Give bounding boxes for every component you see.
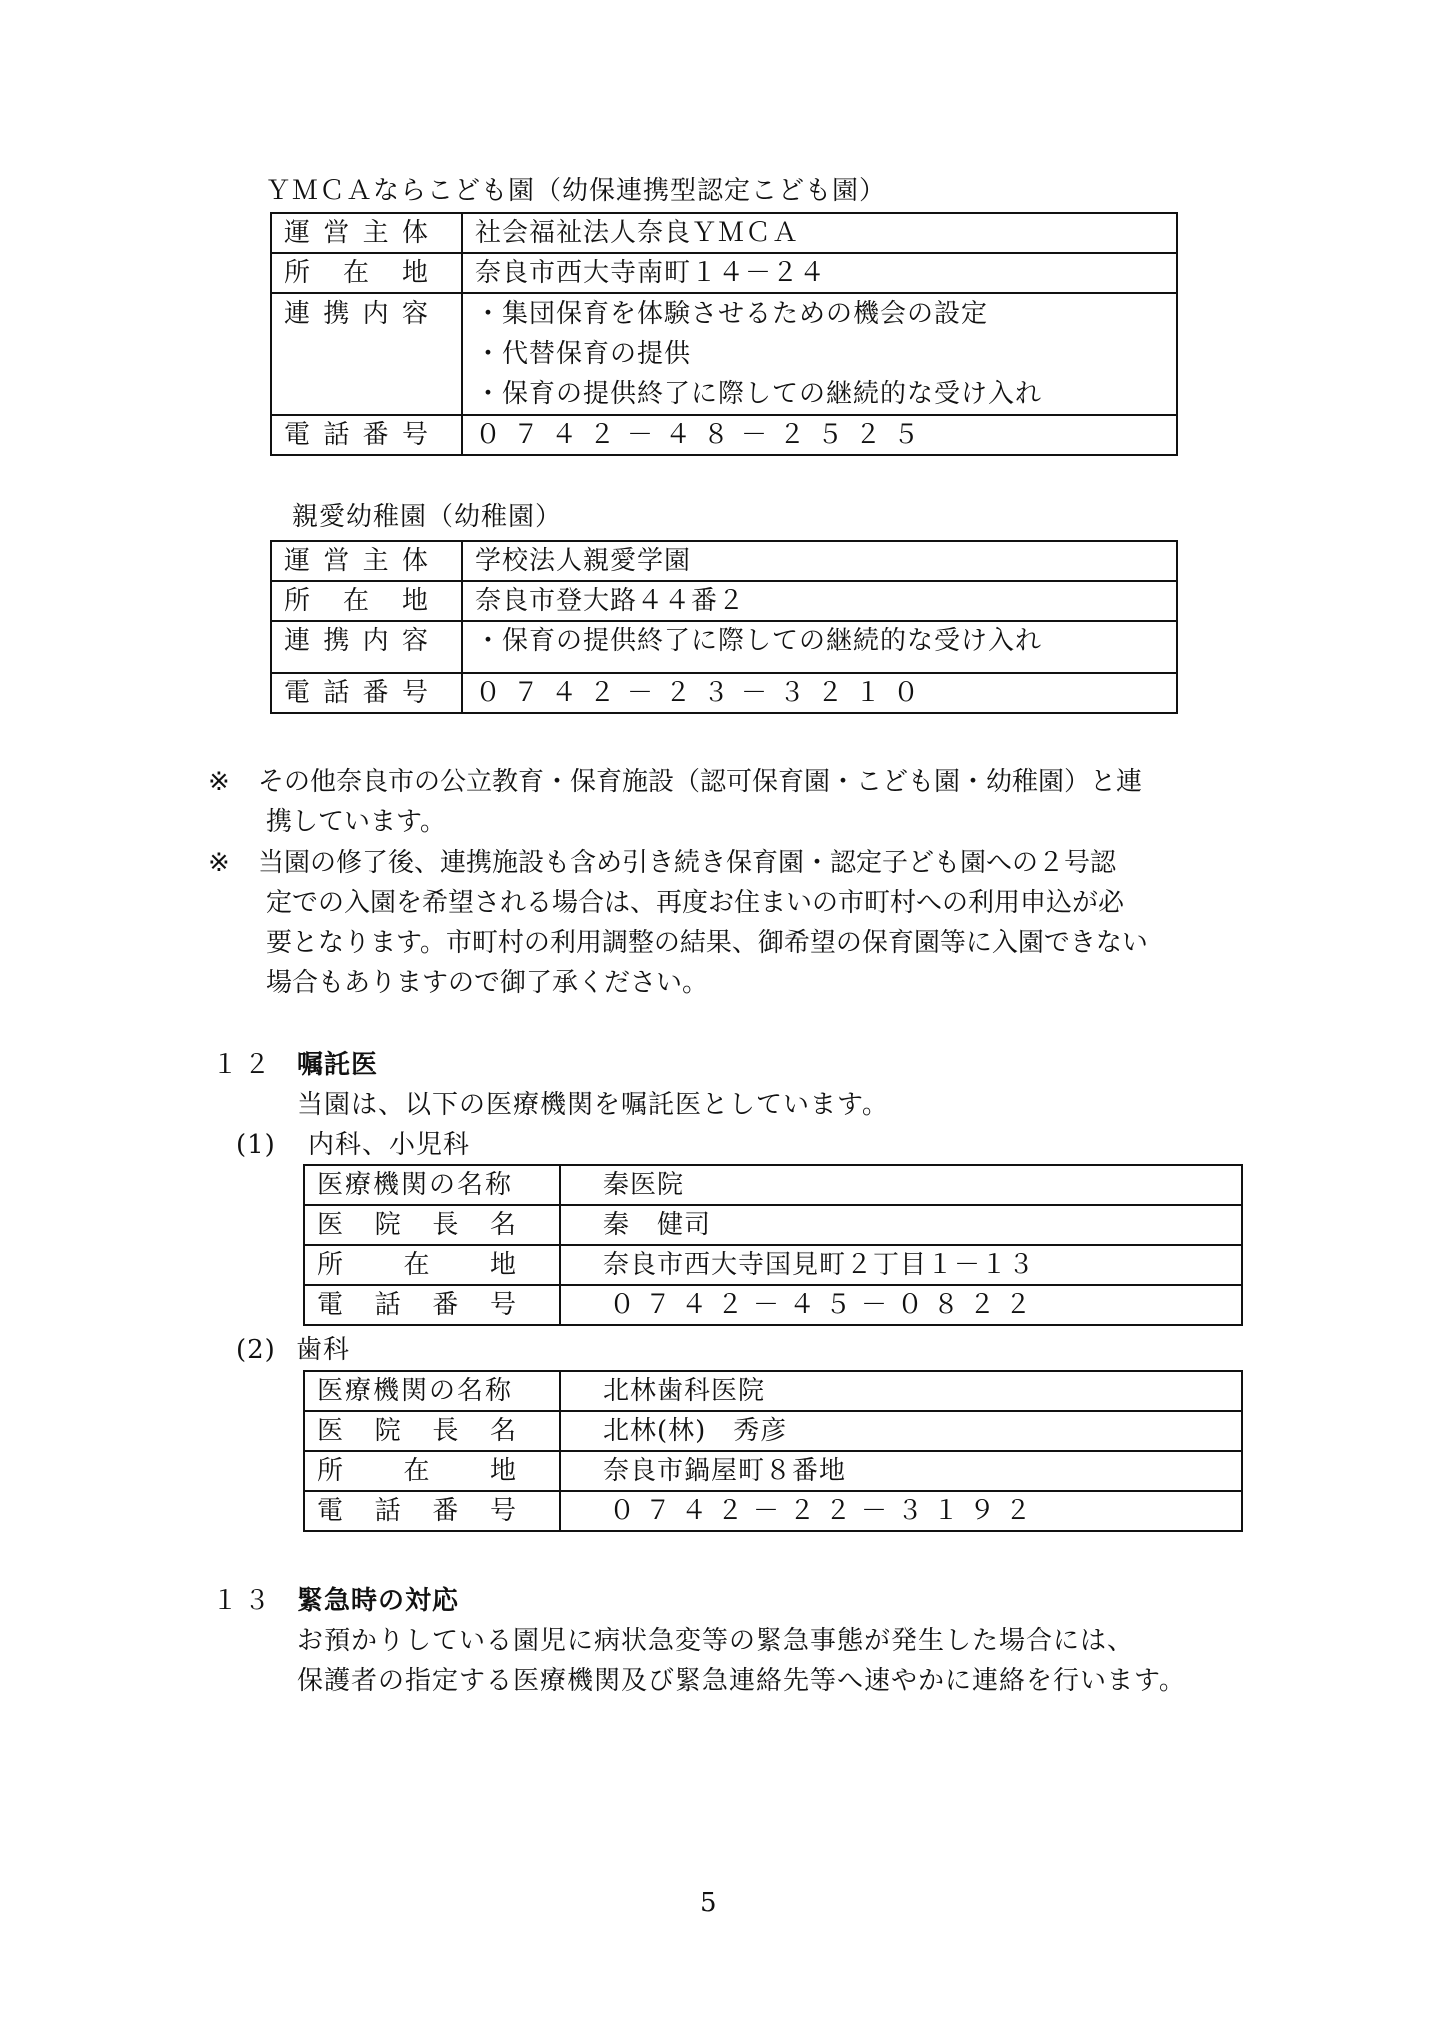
table-value: 奈良市西大寺南町１４－２４ (462, 253, 1177, 293)
subsection-title: 歯科 (296, 1335, 351, 1365)
note-line: 携しています。 (266, 807, 446, 837)
table-key: 医療機関の名称 (304, 1165, 560, 1205)
table-key (271, 293, 462, 415)
note-2 (208, 843, 1148, 1003)
note-line: 要となります。市町村の利用調整の結果、御希望の保育園等に入園できない (266, 928, 1148, 958)
section-13-line: お預かりしている園児に病状急変等の緊急事態が発生した場合には、 (297, 1626, 1135, 1656)
table-row (304, 1411, 1242, 1451)
table-key (271, 541, 462, 581)
table-value: 奈良市西大寺国見町２丁目１－１３ (560, 1245, 1242, 1285)
note-mark: ※ (208, 848, 230, 878)
subsection-2-heading (236, 1333, 350, 1367)
table-key (304, 1411, 560, 1451)
list-item: ・保育の提供終了に際しての継続的な受け入れ (475, 379, 1043, 409)
table-row (271, 541, 1177, 581)
section-title: 緊急時の対応 (297, 1586, 460, 1616)
table-row (304, 1491, 1242, 1531)
facility1-title: ＹＭＣＡならこども園（幼保連携型認定こども園） (265, 176, 887, 206)
list-item: ・代替保育の提供 (475, 339, 692, 369)
key-label: 医 院 長 名 (317, 1210, 522, 1240)
note-line: 定での入園を希望される場合は、再度お住まいの市町村への利用申込が必 (266, 888, 1125, 918)
subsection-label: (1) (236, 1130, 276, 1160)
table-value: 秦 健司 (560, 1205, 1242, 1245)
clinic2-table (303, 1370, 1243, 1532)
subsection-1-heading (236, 1128, 470, 1162)
table-row (271, 673, 1177, 713)
table-row (304, 1205, 1242, 1245)
key-label: 運 営 主 体 (284, 218, 434, 248)
subsection-label: (2) (236, 1335, 276, 1365)
table-row (304, 1245, 1242, 1285)
table-row (271, 253, 1177, 293)
table-row (304, 1371, 1242, 1411)
table-row (304, 1285, 1242, 1325)
table-key (304, 1245, 560, 1285)
key-label: 電 話 番 号 (284, 420, 434, 450)
note-mark: ※ (208, 767, 230, 797)
section-13-heading (212, 1584, 459, 1618)
note-line: 当園の修了後、連携施設も含め引き続き保育園・認定子ども園への２号認 (258, 848, 1117, 878)
page-number: 5 (700, 1888, 717, 1918)
table-value: 北林(林) 秀彦 (560, 1411, 1242, 1451)
facility2-title: 親愛幼稚園（幼稚園） (292, 502, 563, 532)
table-value: ０７４２－２２－３１９２ (560, 1491, 1242, 1531)
table-value (462, 293, 1177, 415)
key-label: 電 話 番 号 (317, 1290, 522, 1320)
table-key (304, 1285, 560, 1325)
section-13-line: 保護者の指定する医療機関及び緊急連絡先等へ速やかに連絡を行います。 (297, 1666, 1186, 1696)
section-12-intro: 当園は、以下の医療機関を嘱託医としています。 (297, 1090, 889, 1120)
key-label: 所 在 地 (284, 586, 434, 616)
facility2-table (270, 540, 1178, 714)
table-key (304, 1491, 560, 1531)
table-key (304, 1451, 560, 1491)
table-key (304, 1205, 560, 1245)
table-row (271, 581, 1177, 621)
note-line: 場合もありますので御了承ください。 (266, 968, 709, 998)
table-value: ・保育の提供終了に際しての継続的な受け入れ (462, 621, 1177, 673)
table-row (304, 1451, 1242, 1491)
section-number: １２ (212, 1050, 277, 1080)
table-key (271, 581, 462, 621)
table-value: 北林歯科医院 (560, 1371, 1242, 1411)
section-title: 嘱託医 (297, 1050, 379, 1080)
table-value: ０７４２－４５－０８２２ (560, 1285, 1242, 1325)
list-item: ・集団保育を体験させるための機会の設定 (475, 299, 989, 329)
key-label: 医 院 長 名 (317, 1416, 522, 1446)
key-label: 運 営 主 体 (284, 546, 434, 576)
table-value: 学校法人親愛学園 (462, 541, 1177, 581)
table-value: 秦医院 (560, 1165, 1242, 1205)
note-line: その他奈良市の公立教育・保育施設（認可保育園・こども園・幼稚園）と連 (258, 767, 1143, 797)
key-label: 所 在 地 (284, 258, 434, 288)
section-number: １３ (212, 1586, 277, 1616)
table-value: ０７４２－４８－２５２５ (462, 415, 1177, 455)
key-label: 連 携 内 容 (284, 626, 434, 656)
table-key (271, 253, 462, 293)
table-value: 奈良市登大路４４番２ (462, 581, 1177, 621)
key-label: 電 話 番 号 (317, 1496, 522, 1526)
table-key (271, 673, 462, 713)
table-key (271, 213, 462, 253)
facility1-table (270, 212, 1178, 456)
key-label: 所 在 地 (317, 1456, 522, 1486)
section-12-heading (212, 1048, 378, 1082)
note-1 (208, 762, 1142, 842)
subsection-title: 内科、小児科 (308, 1130, 471, 1160)
table-row (271, 415, 1177, 455)
table-key (271, 415, 462, 455)
table-row (271, 621, 1177, 673)
table-value: ０７４２－２３－３２１０ (462, 673, 1177, 713)
table-value: 奈良市鍋屋町８番地 (560, 1451, 1242, 1491)
table-row (271, 213, 1177, 253)
table-key (271, 621, 462, 673)
clinic1-table (303, 1164, 1243, 1326)
table-row (304, 1165, 1242, 1205)
table-key: 医療機関の名称 (304, 1371, 560, 1411)
key-label: 所 在 地 (317, 1250, 522, 1280)
key-label: 連 携 内 容 (284, 299, 434, 329)
key-label: 電 話 番 号 (284, 678, 434, 708)
table-row (271, 293, 1177, 415)
table-value: 社会福祉法人奈良ＹＭＣＡ (462, 213, 1177, 253)
